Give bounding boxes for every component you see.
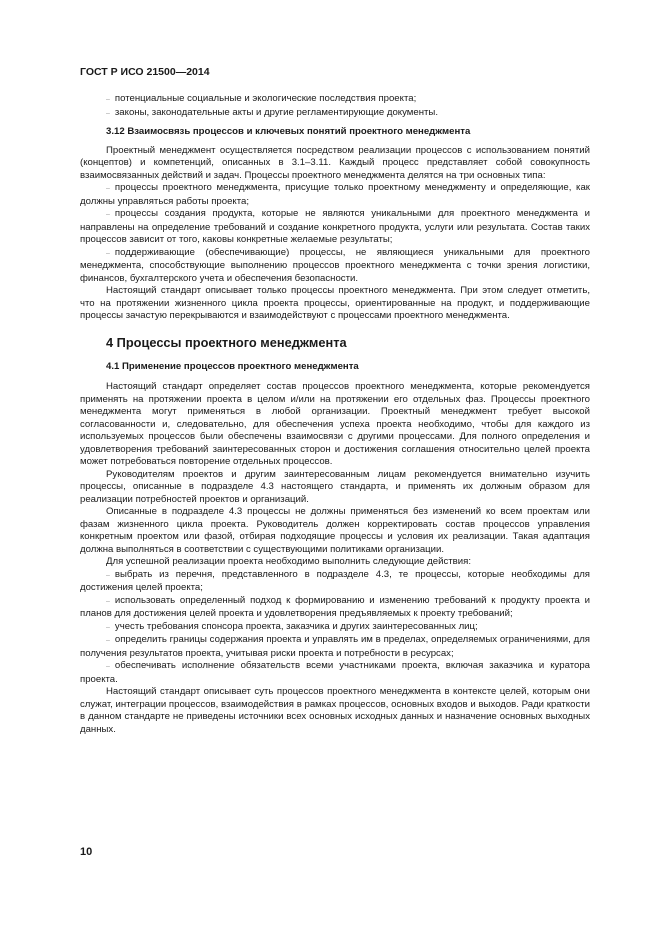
page-number: 10 bbox=[80, 846, 93, 858]
paragraph: Настоящий стандарт определяет состав процессов проектного менеджмента, которые рекомендуется применять на протяжении проекта в целом и/или на протяжении его отдельных фаз. Процессы проектного менеджмента могут применяться в любой организации. Проектный менеджмент требует высокой согласованности и, следовательно, для обеспечения успеха проекта необходимо, чтобы для каждого из используемых процессов были обеспечены взаимосвязи с другими процессами. Для полного определения и удовлетворения требований заинтересованных сторон и достижения соглашения относительно целей проекта может потребоваться повторение отдельных процессов. bbox=[80, 381, 590, 467]
list-item: – процессы проектного менеджмента, присущие только проектному менеджменту и определяющие, как должны управляться работы проекта; bbox=[80, 182, 590, 207]
dash-bullet-icon: – bbox=[106, 96, 110, 103]
paragraph: Для успешной реализации проекта необходимо выполнить следующие действия: bbox=[106, 556, 471, 567]
list-item: – определить границы содержания проекта и управлять им в пределах, определяемых ограничениями, для получения результатов проекта, учитывая риски проекта и потребности в ресурсах; bbox=[80, 634, 590, 659]
section-4-heading: 4 Процессы проектного менеджмента bbox=[106, 334, 347, 350]
dash-bullet-icon: – bbox=[106, 597, 110, 605]
dash-bullet-icon: – bbox=[106, 185, 110, 192]
paragraph: Настоящий стандарт описывает только процессы проектного менеджмента. При этом следует отметить, что на протяжении жизненного цикла проекта процессы, ориентированные на продукт, и поддерживающие процессы зачастую перекрываются и взаимодействуют с процессами проектного менеджмента. bbox=[80, 285, 590, 321]
dash-bullet-icon: – bbox=[106, 571, 110, 579]
list-item: – обеспечивать исполнение обязательств всеми участниками проекта, включая заказчика и куратора проекта. bbox=[80, 660, 590, 685]
page-content bbox=[80, 93, 590, 736]
list-item: – поддерживающие (обеспечивающие) процессы, не являющиеся уникальными для проектного менеджмента, способствующие выполнению процессов проектного менеджмента с точки зрения логистики, финансов, бухгалтерского учета и обеспечения безопасности. bbox=[80, 246, 590, 284]
paragraph: Руководителям проектов и другим заинтересованным лицам рекомендуется внимательно изучить процессы, описанные в подразделе 4.3 настоящего стандарта, и применять их должным образом для реализации потребностей проектов и организаций. bbox=[80, 468, 590, 505]
paragraph: Настоящий стандарт описывает суть процессов проектного менеджмента в контексте целей, которым они служат, интеграции процессов, взаимодействия в рамках процессов, основных входов и выходов. Ради краткости в данном стандарте не приведены источники всех основных исходных данных и назначение основных выходных данных. bbox=[80, 686, 590, 735]
dash-bullet-icon: – bbox=[106, 663, 110, 670]
list-item: – выбрать из перечня, представленного в подразделе 4.3, те процессы, которые необходимы для достижения целей проекта; bbox=[80, 568, 590, 593]
dash-bullet-icon: – bbox=[106, 109, 110, 117]
list-item: – потенциальные социальные и экологические последствия проекта; bbox=[106, 93, 417, 104]
dash-bullet-icon: – bbox=[106, 637, 110, 644]
list-item: – законы, законодательные акты и другие регламентирующие документы. bbox=[106, 106, 438, 118]
dash-bullet-icon: – bbox=[106, 249, 110, 257]
section-3-12-heading: 3.12 Взаимосвязь процессов и ключевых понятий проектного менеджмента bbox=[106, 126, 471, 137]
section-4-1-heading: 4.1 Применение процессов проектного менеджмента bbox=[106, 360, 359, 372]
dash-bullet-icon: – bbox=[106, 211, 110, 218]
paragraph: Проектный менеджмент осуществляется посредством реализации процессов с использованием понятий (концептов) и компетенций, описанных в 3.1–3.11. Каждый процесс представляет собой совокупность взаимосвязанных действий и задач. Процессы проектного менеджмента делятся на три основных типа: bbox=[80, 144, 590, 181]
paragraph: Описанные в подразделе 4.3 процессы не должны применяться без изменений ко всем проектам или фазам жизненного цикла проекта. Руководитель должен корректировать состав процессов управления конкретным проектом или фазой, отбирая подходящие процессы и условия их реализации. Такая адаптация должна выполняться в соответствии с существующими политиками организации. bbox=[80, 506, 590, 555]
list-item: – процессы создания продукта, которые не являются уникальными для проектного менеджмента и направлены на определение требований и создание конкретного продукта, услуги или результата. Состав таких процессов зависит от того, каковы конкретные желаемые результаты; bbox=[80, 208, 590, 245]
list-item: – использовать определенный подход к формированию и изменению требований к продукту проекта и планов для достижения целей проекта и удовлетворения предъявляемых к проекту требований; bbox=[80, 594, 590, 619]
page-header: ГОСТ Р ИСО 21500—2014 bbox=[80, 66, 210, 78]
dash-bullet-icon: – bbox=[106, 623, 110, 631]
list-item: – учесть требования спонсора проекта, заказчика и других заинтересованных лиц; bbox=[106, 620, 478, 632]
